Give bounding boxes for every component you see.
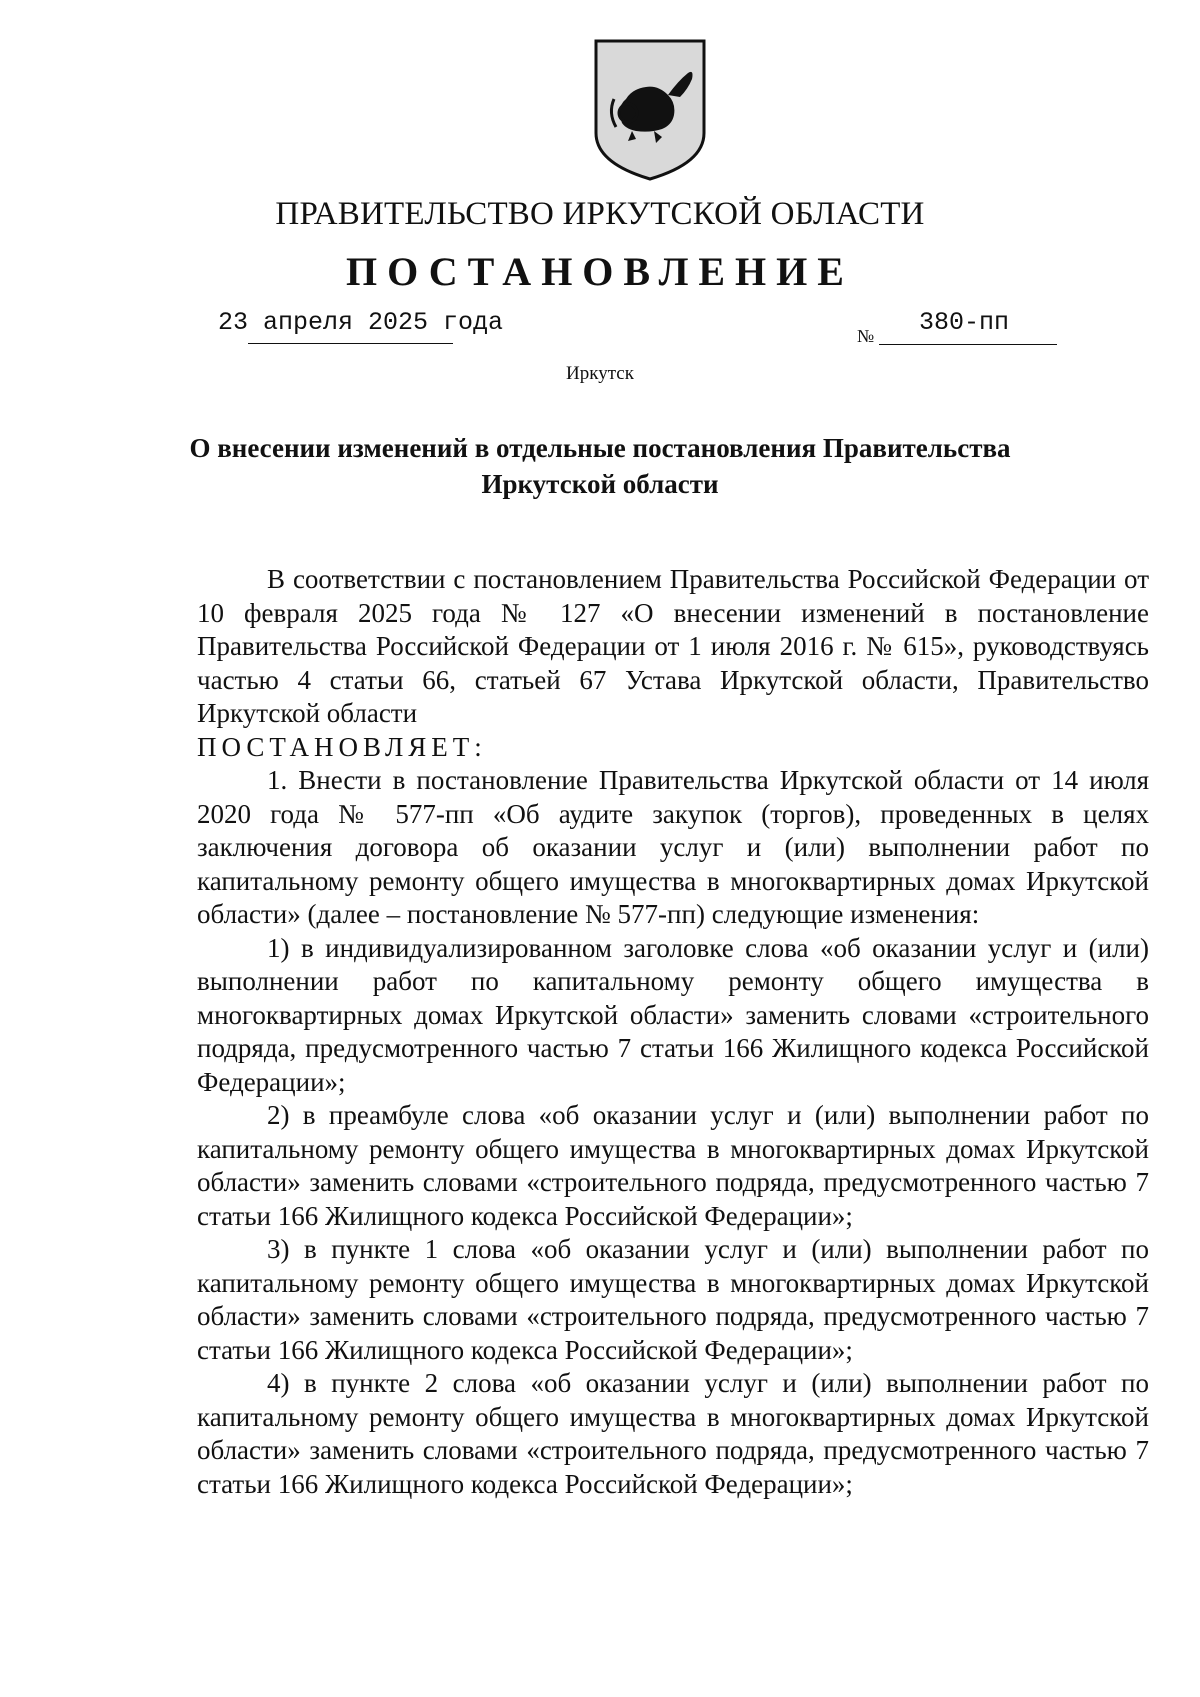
item-1-paragraph: 1. Внести в постановление Правительства Иркутской области от 14 июля 2020 года № 577-пп «Об аудите закупок (торгов), проведенных в целях заключения договора об оказании услуг и (или) выполнении работ по капитальному ремонту общего имущества в многоквартирных домах Иркутской области» (далее – постановление № 577-пп) следующие изменения: xyxy=(197,765,1149,929)
document-subject xyxy=(140,430,1060,502)
subitem-4-paragraph: 4) в пункте 2 слова «об оказании услуг и (или) выполнении работ по капитальному ремонту общего имущества в многоквартирных домах Иркутской области» заменить словами «строительного подряда, предусмотренного частью 7 статьи 166 Жилищного кодекса Российской Федерации»; xyxy=(197,1368,1149,1499)
subject-line-2: Иркутской области xyxy=(481,469,719,499)
subject-line-1: О внесении изменений в отдельные постановления Правительства xyxy=(189,433,1011,463)
subitem-2-paragraph: 2) в преамбуле слова «об оказании услуг и (или) выполнении работ по капитальному ремонту общего имущества в многоквартирных домах Иркутской области» заменить словами «строительного подряда, предусмотренного частью 7 статьи 166 Жилищного кодекса Российской Федерации»; xyxy=(197,1100,1149,1231)
subitem-3-paragraph: 3) в пункте 1 слова «об оказании услуг и (или) выполнении работ по капитальному ремонту общего имущества в многоквартирных домах Иркутской области» заменить словами «строительного подряда, предусмотренного частью 7 статьи 166 Жилищного кодекса Российской Федерации»; xyxy=(197,1234,1149,1365)
document-body xyxy=(197,563,1149,1501)
document-city: Иркутск xyxy=(566,363,634,384)
document-number-field xyxy=(857,308,1057,348)
number-underline xyxy=(879,344,1057,345)
document-date-field xyxy=(218,308,504,348)
date-underline xyxy=(248,343,453,344)
resolves-heading: ПОСТАНОВЛЯЕТ: xyxy=(197,731,487,762)
document-type: ПОСТАНОВЛЕНИЕ xyxy=(346,249,854,294)
document-number: 380-пп xyxy=(919,308,1010,337)
coat-of-arms-graphic xyxy=(592,37,708,183)
number-sign: № xyxy=(857,326,875,346)
coat-of-arms-icon xyxy=(592,37,708,183)
government-name: ПРАВИТЕЛЬСТВО ИРКУТСКОЙ ОБЛАСТИ xyxy=(275,196,925,232)
subitem-1-paragraph: 1) в индивидуализированном заголовке слова «об оказании услуг и (или) выполнении работ по капитальному ремонту общего имущества в многоквартирных домах Иркутской области» заменить словами «строительного подряда, предусмотренного частью 7 статьи 166 Жилищного кодекса Российской Федерации»; xyxy=(197,932,1149,1097)
document-date: 23 апреля 2025 года xyxy=(218,308,504,337)
preamble-paragraph: В соответствии с постановлением Правительства Российской Федерации от 10 февраля 2025 года № 127 «О внесении изменений в постановление Правительства Российской Федерации от 1 июля 2016 г. № 615», руководствуясь частью 4 статьи 66, статьей 67 Устава Иркутской области, Правительство Иркутской области xyxy=(197,564,1149,728)
